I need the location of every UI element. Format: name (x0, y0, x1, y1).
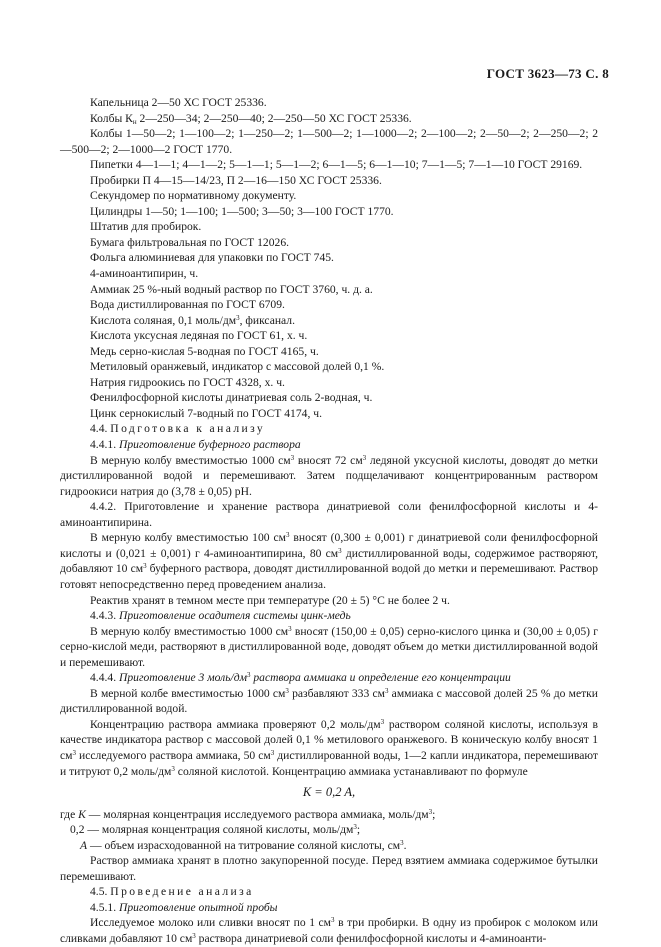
paragraph-4-5-1: Исследуемое молоко или сливки вносят по 1 $см^3$ в три пробирки. В одну из пробирок с молоком или сливками добавляют 10 $см^3$ раствора динатриевой соли фенилфосфорной кислоты и 4-аминоанти- (60, 916, 598, 945)
reagent-item: Вода дистиллированная по ГОСТ 6709. (90, 298, 285, 312)
reagent-item: Фенилфосфорной кислоты динатриевая соль 2-водная, ч. (90, 391, 373, 405)
equipment-item: Колбы $К_н$ 2—250—34; 2—250—40; 2—250—50 ХС ГОСТ 25336. (90, 111, 412, 126)
section-heading-4-5: 4.5. Проведение анализа (90, 885, 254, 899)
section-heading-4-4-4: 4.4.4. Приготовление 3 моль/$дм^3$ раствора аммиака и определение его концентрации (90, 671, 511, 685)
paragraph-4-4-1: В мерную колбу вместимостью 1000 $см^3$ вносят 72 $см^3$ ледяной уксусной кислоты, доводят до метки дистиллированной водой и перемешивают. Затем подщелачивают концентрированным раствором гидроокиси натрия до (3,78 ± 0,05) рН. (60, 453, 598, 498)
section-heading-4-4-2: 4.4.2. Приготовление и хранение раствора динатриевой соли фенилфосфорной кислоты и 4-аминоантипирина. (60, 500, 598, 529)
equipment-item: Штатив для пробирок. (90, 220, 202, 234)
reagent-item: Аммиак 25 %-ный водный раствор по ГОСТ 3760, ч. д. а. (90, 282, 373, 296)
where-line-coef: 0,2 — молярная концентрация соляной кислоты, моль/$дм^3$; (70, 823, 361, 837)
section-heading-4-4-3: 4.4.3. Приготовление осадителя системы цинк-медь (90, 609, 351, 623)
where-line-k: где K — молярная концентрация исследуемого раствора аммиака, моль/$дм^3$; (60, 807, 436, 821)
equipment-item: Пробирки П 4—15—14/23, П 2—16—150 ХС ГОСТ 25336. (90, 173, 382, 187)
reagent-item: Медь серно-кислая 5-водная по ГОСТ 4165, ч. (90, 344, 319, 358)
equipment-item: Колбы 1—50—2; 1—100—2; 1—250—2; 1—500—2; 1—1000—2; 2—100—2; 2—50—2; 2—250—2; 2—500—2; 2—1000—2 ГОСТ 1770. (60, 127, 598, 156)
paragraph-titration: Концентрацию раствора аммиака проверяют 0,2 моль/$дм^3$ раствором соляной кислоты, используя в качестве индикатора раствор с массовой долей 0,1 % метилового оранжевого. В коническую колбу вносят 1 $см^3$ исследуемого раствора аммиака, 50 $см^3$ дистиллированной воды, 1—2 капли индикатора, перемешивают и титруют 0,2 моль/$дм^3$ соляной кислотой. Концентрацию аммиака устанавливают по формуле (60, 717, 598, 778)
paragraph-ammonia-storage: Раствор аммиака хранят в плотно закупоренной посуде. Перед взятием аммиака содержимое бутылки перемешивают. (60, 854, 598, 883)
paragraph-4-4-2: В мерную колбу вместимостью 100 $см^3$ вносят (0,300 ± 0,001) г динатриевой соли фенилфосфорной кислоты и (0,021 ± 0,001) г 4-аминоантипирина, 80 $см^3$ дистиллированной воды, содержимое растворяют, добавляют 10 $см^3$ буферного раствора, доводят дистиллированной водой до метки и перемешивают. Раствор готовят непосредственно перед проведением анализа. (60, 531, 598, 591)
reagent-item: Метиловый оранжевый, индикатор с массовой долей 0,1 %. (90, 360, 385, 374)
reagent-item: Натрия гидроокись по ГОСТ 4328, х. ч. (90, 375, 285, 389)
paragraph-storage: Реактив хранят в темном месте при температуре (20 ± 5) °С не более 2 ч. (90, 593, 450, 607)
formula: K = 0,2 A, (302, 785, 356, 800)
where-line-a: A — объем израсходованной на титрование соляной кислоты, $см^3$. (80, 838, 407, 852)
reagent-item: Фольга алюминиевая для упаковки по ГОСТ 745. (90, 251, 334, 265)
reagent-item: Кислота уксусная ледяная по ГОСТ 61, х. ч. (90, 329, 308, 343)
reagent-item: Бумага фильтровальная по ГОСТ 12026. (90, 235, 290, 249)
paragraph-4-4-3: В мерную колбу вместимостью 1000 $см^3$ вносят (150,00 ± 0,05) серно-кислого цинка и (30,00 ± 0,05) г серно-кислой меди, растворяют в дистиллированной воде, доводят объем до метки дистиллированной водой и перемешивают. (60, 624, 598, 669)
equipment-item: Цилиндры 1—50; 1—100; 1—500; 3—50; 3—100 ГОСТ 1770. (90, 204, 394, 218)
document-body (60, 95, 598, 947)
equipment-item: Пипетки 4—1—1; 4—1—2; 5—1—1; 5—1—2; 6—1—5; 6—1—10; 7—1—5; 7—1—10 ГОСТ 29169. (90, 158, 583, 172)
reagent-item: Кислота соляная, 0,1 моль/$дм^3$, фиксанал. (90, 313, 295, 327)
reagent-item: Цинк сернокислый 7-водный по ГОСТ 4174, ч. (90, 406, 322, 420)
section-heading-4-4: 4.4. Подготовка к анализу (90, 422, 266, 436)
section-heading-4-5-1: 4.5.1. Приготовление опытной пробы (90, 900, 278, 914)
paragraph-4-4-4: В мерной колбе вместимостью 1000 $см^3$ разбавляют 333 $см^3$ аммиака с массовой долей 25 % до метки дистиллированной водой. (60, 686, 598, 716)
page-header: ГОСТ 3623—73 С. 8 (486, 66, 609, 81)
reagent-item: 4-аминоантипирин, ч. (90, 267, 199, 281)
equipment-item: Секундомер по нормативному документу. (90, 189, 297, 203)
section-heading-4-4-1: 4.4.1. Приготовление буферного раствора (90, 438, 301, 452)
equipment-item: Капельница 2—50 ХС ГОСТ 25336. (90, 96, 267, 109)
